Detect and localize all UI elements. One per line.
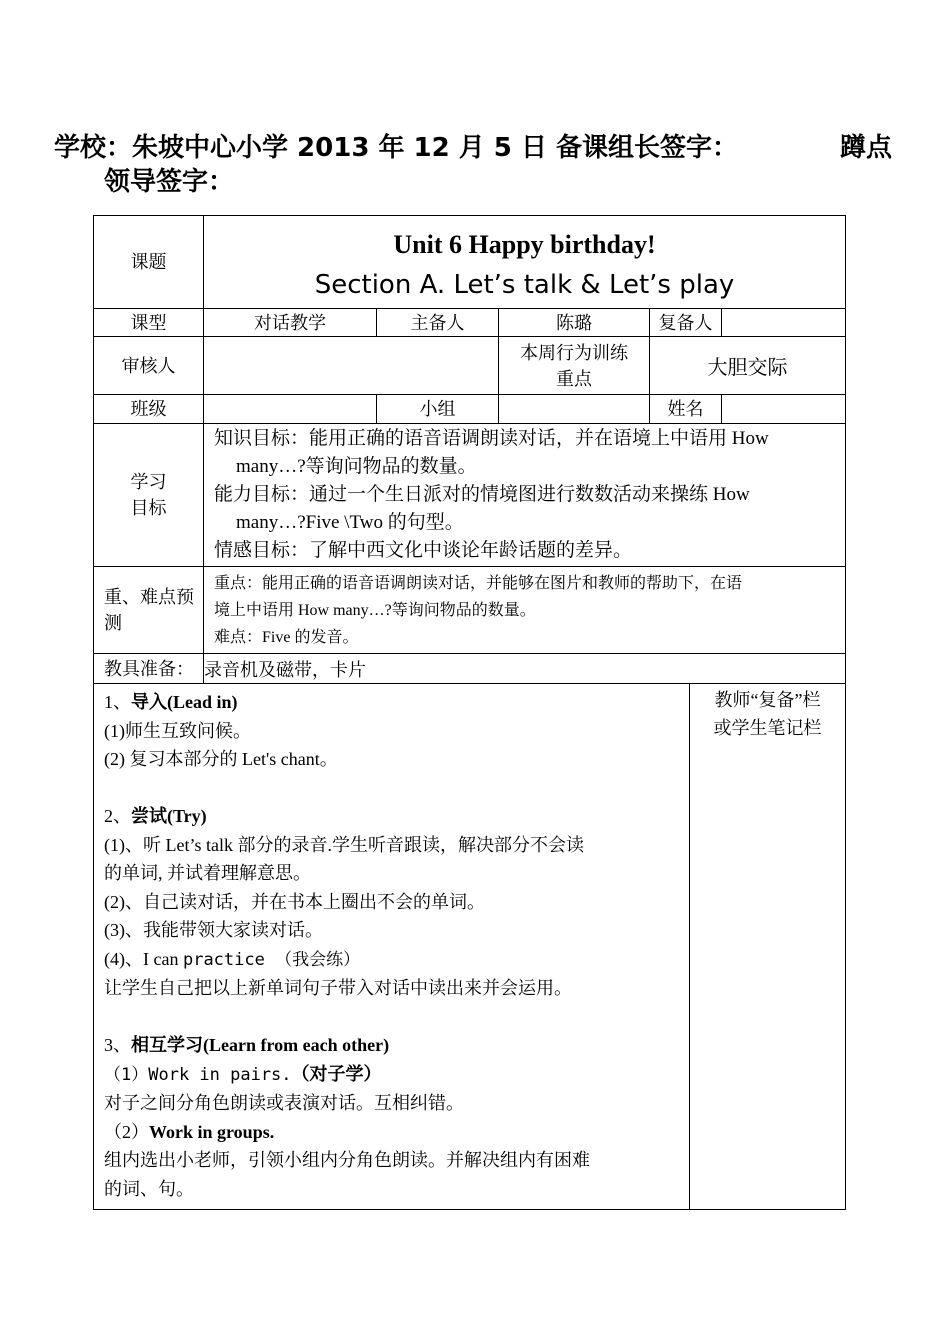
- topic-label: 课题: [94, 216, 204, 309]
- step3-title: 相互学习(Learn from each other): [131, 1035, 390, 1055]
- step2-number: 2、: [104, 806, 131, 826]
- step1-title: 导入(Lead in): [131, 692, 238, 712]
- notes-heading-line2: 或学生笔记栏: [713, 718, 822, 738]
- group-label: 小组: [377, 395, 499, 424]
- goals-label: [94, 424, 204, 567]
- teaching-process: [94, 684, 690, 1210]
- step3-item2: [104, 1118, 681, 1147]
- name-value: [722, 395, 846, 424]
- step3-heading: [104, 1031, 681, 1060]
- goals-label-line2: 目标: [130, 498, 167, 518]
- goal-ability-cont: many…?Five \Two 的句型。: [236, 512, 464, 533]
- lesson-plan-table: [93, 215, 846, 1210]
- behavior-focus-value: 大胆交际: [650, 337, 846, 395]
- goal-knowledge: 知识目标：能用正确的语音语调朗读对话，并在语境上中语用 How: [214, 428, 769, 449]
- learning-goals: [204, 424, 846, 567]
- behavior-focus-label: [499, 337, 650, 395]
- step3-item2-desc: 组内选出小老师，引领小组内分角色朗读。并解决组内有困难: [104, 1150, 590, 1170]
- key-point: 重点：能用正确的语音语调朗读对话，并能够在图片和教师的帮助下，在语: [214, 574, 743, 592]
- step3-item1-desc: 对子之间分角色朗读或表演对话。互相纠错。: [104, 1093, 464, 1113]
- lesson-title: Unit 6 Happy birthday!: [393, 230, 656, 259]
- step2-item1: (1)、听 Let’s talk 部分的录音.学生听音跟读，解决部分不会读: [104, 834, 584, 855]
- main-preparer-value: 陈璐: [499, 309, 650, 337]
- header-leader-signature: 领导签字：: [104, 167, 235, 197]
- key-points-label: 重、难点预测: [94, 567, 204, 654]
- step3-item2-desc-cont: 的词、句。: [104, 1178, 194, 1199]
- co-preparer-label: 复备人: [650, 309, 722, 337]
- step2-heading: [104, 802, 681, 831]
- step1-number: 1、: [104, 692, 131, 712]
- reviewer-value: [204, 337, 499, 395]
- step2-item5: 让学生自己把以上新单词句子带入对话中读出来并会运用。: [104, 978, 572, 998]
- step1-heading: [104, 688, 681, 717]
- step2-item4: [104, 945, 681, 975]
- key-point-cont: 境上中语用 How many…?等询问物品的数量。: [214, 601, 536, 619]
- step2-item4-prefix: (4)、I can: [104, 948, 183, 969]
- step2-title: 尝试(Try): [131, 806, 207, 826]
- lesson-type-label: 课型: [94, 309, 204, 337]
- step1-item1: (1)师生互致问候。: [104, 720, 251, 741]
- group-value: [499, 395, 650, 424]
- class-value: [204, 395, 377, 424]
- notes-column: [690, 684, 846, 1210]
- goal-knowledge-cont: many…?等询问物品的数量。: [236, 456, 477, 477]
- co-preparer-value: [722, 309, 846, 337]
- class-label: 班级: [94, 395, 204, 424]
- step1-item2: (2) 复习本部分的 Let's chant。: [104, 749, 338, 769]
- topic-cell: [204, 216, 846, 309]
- step3-item2-groups: Work in groups.: [149, 1121, 275, 1142]
- step2-item2: (2)、自己读对话，并在书本上圈出不会的单词。: [104, 891, 485, 912]
- tools-value: 录音机及磁带，卡片: [204, 654, 846, 684]
- header-right-text: 蹲点: [840, 133, 893, 163]
- step3-number: 3、: [104, 1035, 131, 1055]
- goal-ability: 能力目标：通过一个生日派对的情境图进行数数活动来操练 How: [214, 484, 750, 505]
- behavior-focus-label-line2: 重点: [556, 368, 592, 389]
- step3-item1: [104, 1060, 681, 1090]
- lesson-type-value: 对话教学: [204, 309, 377, 337]
- header-school-line: 学校：朱坡中心小学 2013 年 12 月 5 日 备课组长签字：: [54, 133, 738, 163]
- reviewer-label: 审核人: [94, 337, 204, 395]
- main-preparer-label: 主备人: [377, 309, 499, 337]
- behavior-focus-label-line1: 本周行为训练: [520, 342, 628, 363]
- lesson-subtitle: Section A. Let’s talk & Let’s play: [314, 270, 735, 300]
- step2-item3: (3)、我能带领大家读对话。: [104, 920, 323, 940]
- notes-heading-line1: 教师“复备”栏: [714, 690, 821, 710]
- goals-label-line1: 学习: [130, 472, 167, 492]
- tools-label: 教具准备：: [94, 654, 204, 684]
- key-points: [204, 567, 846, 654]
- difficult-point: 难点：Five 的发音。: [214, 628, 359, 646]
- blank-line: [104, 1003, 681, 1032]
- step3-item1-note: （对子学）: [291, 1063, 382, 1084]
- step3-item2-number: （2）: [104, 1121, 149, 1142]
- step2-item1-cont: 的单词, 并试着理解意思。: [104, 863, 311, 883]
- goal-emotion: 情感目标：了解中西文化中谈论年龄话题的差异。: [214, 540, 633, 561]
- name-label: 姓名: [650, 395, 722, 424]
- step2-item4-practice: practice （我会练）: [182, 949, 361, 970]
- blank-line: [104, 774, 681, 803]
- step3-item1-pairs: （1）Work in pairs.: [104, 1064, 292, 1085]
